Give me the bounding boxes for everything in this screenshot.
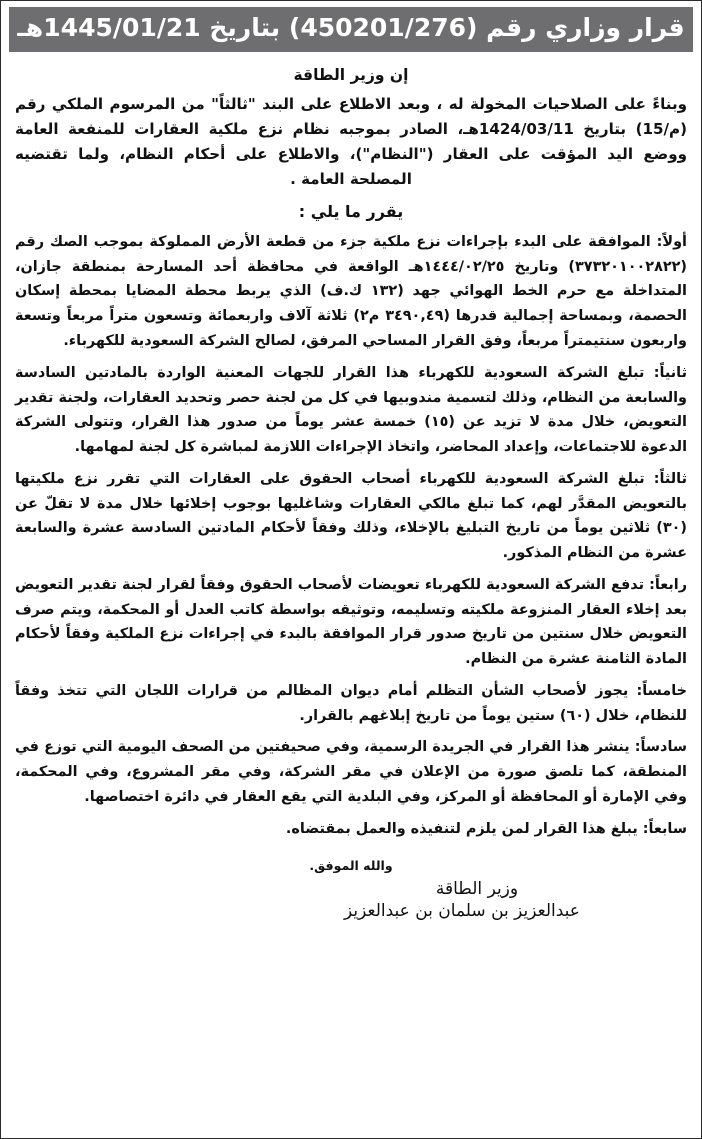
clause-seventh: سابعاً: يبلغ هذا القرار لمن يلزم لتنفيذه والعمل بمقتضاه.	[285, 820, 687, 837]
signatory-name: عبدالعزيز بن سلمان بن عبدالعزيز	[344, 900, 580, 921]
decides-label: يقرر ما يلي :	[298, 201, 404, 221]
clause-fifth: خامساً: يجوز لأصحاب الشأن التظلم أمام ديوان المظالم من قرارات اللجان التي تتخذ وفقاً للنظام، خلال (٦٠) ستين يوماً من تاريخ إبلاغهم بالقرار.	[15, 682, 687, 724]
clause-fourth: رابعاً: تدفع الشركة السعودية للكهرباء تعويضات لأصحاب الحقوق وفقاً لقرار لجنة تقدير التعويض بعد إخلاء العقار المنزوعة ملكيته وتسليمه، وتوثيقه بواسطة كاتب العدل أو المحكمة، ويتم صرف التعويض خلال سنتين من تاريخ صدور قرار الموافقة بالبدء في إجراءات نزع الملكية وفقاً لأحكام المادة الثامنة عشرة من النظام.	[15, 576, 687, 668]
decision-header-banner: قرار وزاري رقم (450201/276) بتاريخ 1445/01/21هـ	[9, 7, 693, 52]
signatory-title: وزير الطاقة	[435, 878, 519, 899]
document-body	[1, 52, 701, 1138]
clause-third: ثالثاً: تبلغ الشركة السعودية للكهرباء أصحاب الحقوق على العقارات التي تقرر نزع ملكيتها بالتعويض المقدَّر لهم، كما تبلغ مالكي العقارات وشاغليها بوجوب إخلائها خلال مدة لا تقلّ عن (٣٠) ثلاثين يوماً من تاريخ التبليغ بالإخلاء، وذلك وفقاً لأحكام المادتين السادسة عشرة والسابعة عشرة من النظام المذكور.	[15, 470, 687, 562]
clause-first: أولاً: الموافقة على البدء بإجراءات نزع ملكية جزء من قطعة الأرض المملوكة بموجب الصك رقم (٣٧٣٢٠١٠٠٢٨٢٢) وتاريخ ١٤٤٤/٠٢/٢٥هـ الواقعة في محافظة أحد المسارحة بمنطقة جازان، المتداخلة مع حرم الخط الهوائي جهد (١٣٢ ك.ف) الذي يربط محطة المضايا بمحطة إسكان الحصمة، وبمساحة إجمالية قدرها (٣٤٩٠,٤٩ م٢) ثلاثة آلاف واربعمائة وتسعون متراً مربعاً وتسعة واربعون سنتيمتراً مربعاً، وفق القرار المساحي المرفق، لصالح الشركة السعودية للكهرباء.	[15, 233, 687, 349]
closing-invocation: والله الموفق.	[309, 857, 393, 873]
clause-second: ثانياً: تبلغ الشركة السعودية للكهرباء هذا القرار للجهات المعنية الواردة بالمادتين السادسة والسابعة من النظام، وذلك لتسمية مندوبيها في كل من لجنة حصر وتحديد العقارات، ولجنة تقدير التعويض، خلال مدة لا تزيد عن (١٥) خمسة عشر يوماً من صدور هذا القرار، وتتولى الشركة الدعوة للاجتماعات، وإعداد المحاضر، واتخاذ الإجراءات اللازمة لمباشرة كل لجنة لمهامها.	[15, 364, 687, 456]
signature-block	[15, 879, 687, 921]
clause-sixth: سادساً: ينشر هذا القرار في الجريدة الرسمية، وفي صحيفتين من الصحف اليومية التي توزع في المنطقة، كما تلصق صورة من الإعلان في مقر الشركة، وفي مقر المشروع، وفي المحكمة، وفي الإمارة أو المحافظة أو المركز، وفي البلدية التي يقع العقار في دائرة اختصاصها.	[15, 739, 687, 806]
preamble-paragraph: وبناءً على الصلاحيات المخولة له ، وبعد الاطلاع على البند "ثالثاً" من المرسوم الملكي رقم (م/15) بتاريخ 1424/03/11هـ، الصادر بموجبه نظام نزع ملكية العقارات للمنفعة العامة ووضع اليد المؤقت على العقار ("النظام")، والاطلاع على أحكام النظام، ولما تقتضيه المصلحة العامة .	[15, 94, 687, 188]
issuing-authority-line: إن وزير الطاقة	[293, 65, 409, 84]
